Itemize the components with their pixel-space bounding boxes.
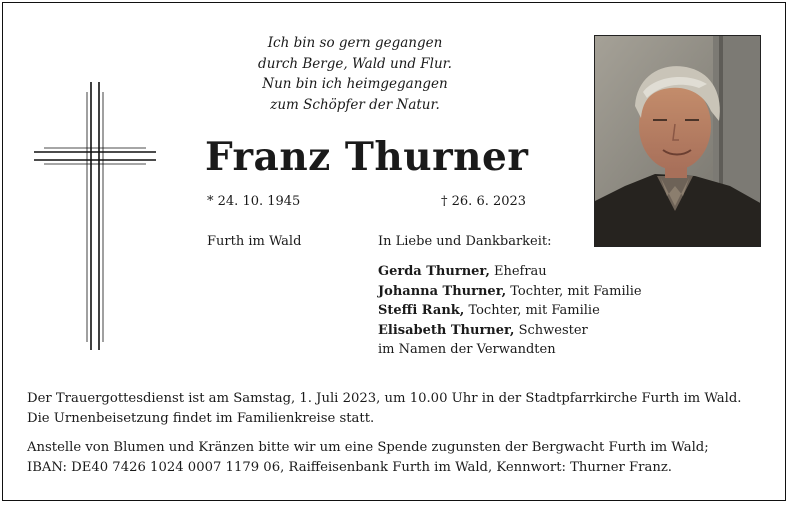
mourner-name: Steffi Rank, [378, 303, 465, 318]
list-item [378, 301, 642, 321]
mourner-role: Tochter, mit Familie [506, 283, 642, 299]
death-date: † 26. 6. 2023 [441, 194, 527, 209]
mourner-name: Johanna Thurner, [378, 283, 507, 299]
poem-line: Ich bin so gern gegangen [267, 35, 443, 51]
service-info [27, 389, 767, 428]
donation-line: Anstelle von Blumen und Kränzen bitte wir um eine Spende zugunsten der Bergwacht Furth im Wald; [27, 440, 709, 455]
mourners-list [378, 262, 642, 360]
mourners-closing: im Namen der Verwandten [378, 342, 556, 357]
deceased-name: Franz Thurner [205, 134, 529, 180]
mourner-name: Elisabeth Thurner, [378, 322, 515, 338]
poem-line: durch Berge, Wald und Flur. [258, 55, 452, 72]
mourner-role: Schwester [514, 322, 588, 338]
portrait-illustration [595, 36, 761, 247]
mourners-intro: In Liebe und Dankbarkeit: [378, 234, 552, 249]
mourner-role: Tochter, mit Familie [464, 303, 600, 318]
list-item [378, 262, 642, 282]
list-item [378, 282, 642, 302]
service-line: Die Urnenbeisetzung findet im Familienkreise statt. [27, 410, 375, 426]
portrait-photo [594, 35, 761, 247]
cross-icon [32, 80, 158, 352]
poem-line: zum Schöpfer der Natur. [270, 96, 440, 113]
mourner-role: Ehefrau [489, 264, 547, 279]
service-line: Der Trauergottesdienst ist am Samstag, 1. Juli 2023, um 10.00 Uhr in der Stadtpfarrkirche Furth im Wald. [27, 391, 742, 406]
mourner-name: Gerda Thurner, [378, 264, 490, 279]
poem-line: Nun bin ich heimgegangen [262, 76, 448, 92]
donation-info [27, 438, 767, 477]
birth-date: * 24. 10. 1945 [207, 194, 301, 209]
donation-line: IBAN: DE40 7426 1024 0007 1179 06, Raiffeisenbank Furth im Wald, Kennwort: Thurner Franz. [27, 459, 672, 475]
list-item [378, 321, 642, 341]
poem [230, 33, 480, 115]
hometown: Furth im Wald [207, 234, 302, 249]
